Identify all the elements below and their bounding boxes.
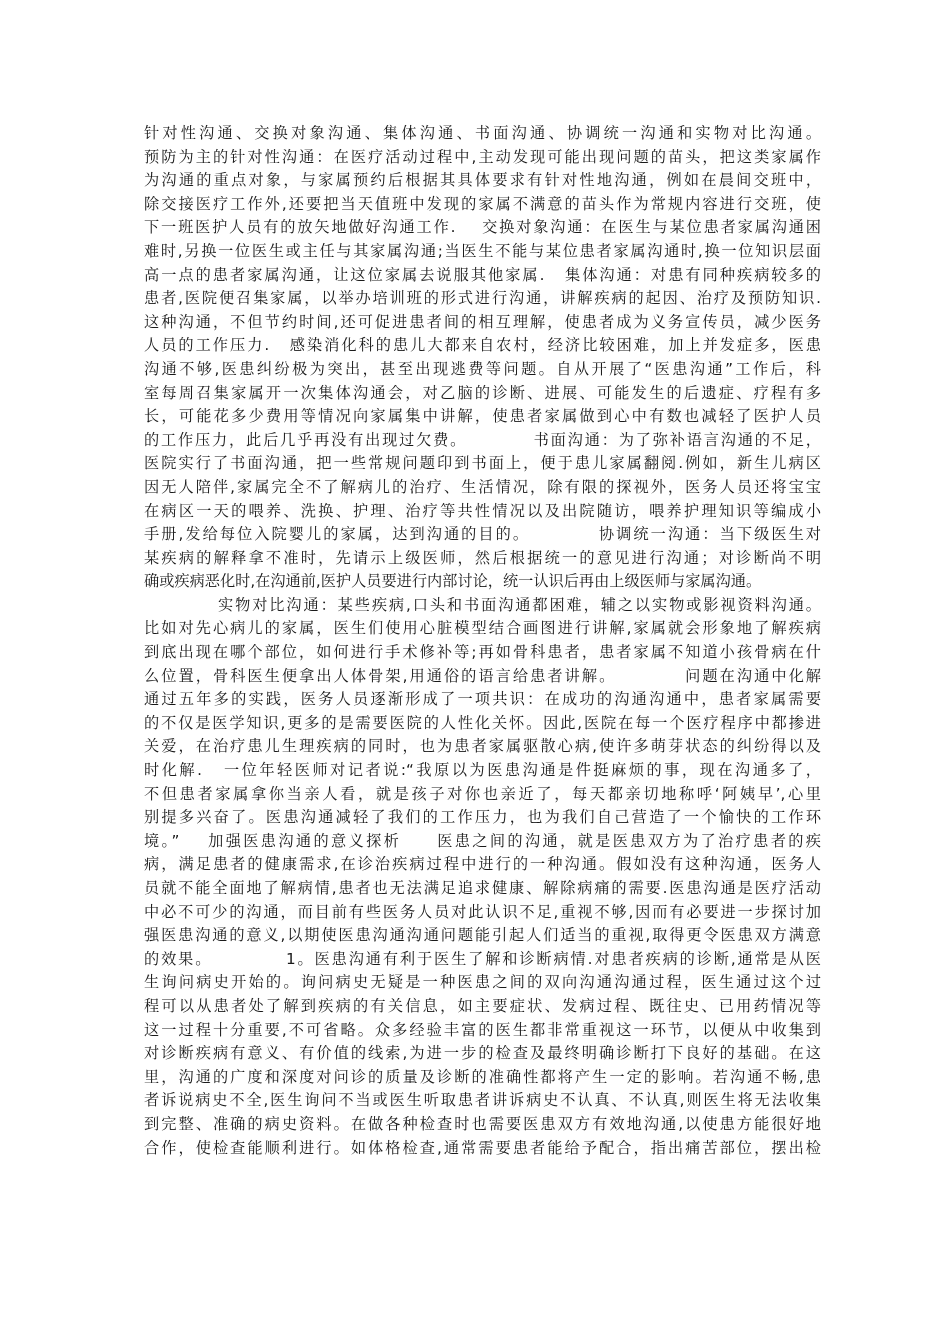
text-line: 为沟通的重点对象，与家属预约后根据其具体要求有针对性地沟通，例如在晨间交班中， bbox=[144, 171, 821, 190]
text-line: 下一班医护人员有的放矢地做好沟通工作. 交换对象沟通：在医生与某位患者家属沟通困 bbox=[144, 218, 821, 237]
text-line: 手册,发给每位入院婴儿的家属，达到沟通的目的。 协调统一沟通：当下级医生对 bbox=[144, 525, 821, 544]
text-line: 者诉说病史不全,医生询问不当或医生听取患者讲诉病史不认真、不认真,则医生将无法收集 bbox=[144, 1091, 821, 1110]
text-line: 除交接医疗工作外,还要把当天值班中发现的家属不满意的苗头作为常规内容进行交班，使 bbox=[144, 194, 821, 213]
text-line: 不但患者家属拿你当亲人看，就是孩子对你也亲近了，每天都亲切地称呼‘阿姨早’,心里 bbox=[144, 784, 821, 803]
text-line: 里，沟通的广度和深度对问诊的质量及诊断的准确性都将产生一定的影响。若沟通不畅,患 bbox=[144, 1067, 821, 1086]
text-line: 到底出现在哪个部位，如何进行手术修补等;再如骨科患者，患者家属不知道小孩骨病在什 bbox=[144, 643, 821, 662]
text-line: 的工作压力，此后几乎再没有出现过欠费。 书面沟通：为了弥补语言沟通的不足， bbox=[144, 430, 821, 449]
text-line: 患者,医院便召集家属，以举办培训班的形式进行沟通，讲解疾病的起因、治疗及预防知识. bbox=[144, 289, 821, 308]
text-line: 生询问病史开始的。询问病史无疑是一种医患之间的双向沟通沟通过程，医生通过这个过 bbox=[144, 973, 821, 992]
text-line: 在病区一天的喂养、洗换、护理、治疗等共性情况以及出院随访，喂养护理知识等编成小 bbox=[144, 501, 821, 520]
text-line: 预防为主的针对性沟通：在医疗活动过程中,主动发现可能出现问题的苗头，把这类家属作 bbox=[144, 147, 821, 166]
text-line: 因无人陪伴,家属完全不了解病儿的治疗、生活情况，除有限的探视外，医务人员还将宝宝 bbox=[144, 477, 821, 496]
text-line: 境。” 加强医患沟通的意义探析 医患之间的沟通，就是医患双方为了治疗患者的疾 bbox=[144, 831, 821, 850]
text-line: 通过五年多的实践，医务人员逐渐形成了一项共识：在成功的沟通沟通中，患者家属需要 bbox=[144, 690, 821, 709]
text-line: 病，满足患者的健康需求,在诊治疾病过程中进行的一种沟通。假如没有这种沟通，医务人 bbox=[144, 855, 821, 874]
text-line: 比如对先心病儿的家属，医生们使用心脏模型结合画图进行讲解,家属就会形象地了解疾病 bbox=[144, 619, 821, 638]
text-line: 人员的工作压力. 感染消化科的患儿大都来自农村，经济比较困难，加上并发症多，医患 bbox=[144, 336, 821, 355]
text-line: 长，可能花多少费用等情况向家属集中讲解，使患者家属做到心中有数也减轻了医护人员 bbox=[144, 407, 821, 426]
text-line: 这种沟通，不但节约时间,还可促进患者间的相互理解，使患者成为义务宣传员，减少医务 bbox=[144, 312, 821, 331]
text-line: 的不仅是医学知识,更多的是需要医院的人性化关怀。因此,医院在每一个医疗程序中都掺进 bbox=[144, 713, 821, 732]
text-line: 对诊断疾病有意义、有价值的线索,为进一步的检查及最终明确诊断打下良好的基础。在这 bbox=[144, 1044, 821, 1063]
text-line: 高一点的患者家属沟通，让这位家属去说服其他家属. 集体沟通：对患有同种疾病较多的 bbox=[144, 265, 821, 284]
text-line: 针对性沟通、交换对象沟通、集体沟通、书面沟通、协调统一沟通和实物对比沟通。 bbox=[144, 124, 821, 142]
text-line: 沟通不够,医患纠纷极为突出，甚至出现逃费等问题。自从开展了“医患沟通”工作后，科 bbox=[144, 359, 821, 378]
text-line: 时化解. 一位年轻医师对记者说:“我原以为医患沟通是件挺麻烦的事，现在沟通多了， bbox=[144, 761, 821, 780]
text-line: 室每周召集家属开一次集体沟通会，对乙脑的诊断、进展、可能发生的后遗症、疗程有多 bbox=[144, 383, 821, 402]
text-line: 某疾病的解释拿不准时，先请示上级医师，然后根据统一的意见进行沟通；对诊断尚不明 bbox=[144, 548, 821, 567]
text-line: 到完整、准确的病史资料。在做各种检查时也需要医患双方有效地沟通,以使患方能很好地 bbox=[144, 1114, 821, 1133]
text-line: 中必不可少的沟通，而目前有些医务人员对此认识不足,重视不够,因而有必要进一步探讨加 bbox=[144, 902, 821, 921]
text-line: 程可以从患者处了解到疾病的有关信息，如主要症状、发病过程、既往史、已用药情况等 bbox=[144, 996, 821, 1015]
document-body bbox=[144, 122, 821, 1160]
text-line: 关爱，在治疗患儿生理疾病的同时，也为患者家属驱散心病,使许多萌芽状态的纠纷得以及 bbox=[144, 737, 821, 756]
text-line: 医院实行了书面沟通，把一些常规问题印到书面上，便于患儿家属翻阅.例如，新生儿病区 bbox=[144, 454, 821, 473]
text-line: 实物对比沟通：某些疾病,口头和书面沟通都困难，辅之以实物或影视资料沟通。 bbox=[144, 595, 821, 614]
text-line: 难时,另换一位医生或主任与其家属沟通;当医生不能与某位患者家属沟通时,换一位知识层面 bbox=[144, 241, 821, 260]
text-line: 员就不能全面地了解病情,患者也无法满足追求健康、解除病痛的需要.医患沟通是医疗活动 bbox=[144, 879, 821, 897]
text-line: 确或疾病恶化时,在沟通前,医护人员要进行内部讨论，统一认识后再由上级医师与家属沟通。 bbox=[144, 572, 762, 591]
text-line: 么位置，骨科医生便拿出人体骨架,用通俗的语言给患者讲解。 问题在沟通中化解 bbox=[144, 666, 821, 685]
text-line: 别提多兴奋了。医患沟通减轻了我们的工作压力，也为我们自己营造了一个愉快的工作环 bbox=[144, 808, 821, 827]
text-line: 的效果。 1。医患沟通有利于医生了解和诊断病情.对患者疾病的诊断,通常是从医 bbox=[144, 949, 821, 968]
text-line: 强医患沟通的意义,以期使医患沟通沟通问题能引起人们适当的重视,取得更令医患双方满意 bbox=[144, 926, 821, 945]
text-line: 合作，使检查能顺利进行。如体格检查,通常需要患者能给予配合，指出痛苦部位，摆出检 bbox=[144, 1138, 821, 1157]
text-line: 这一过程十分重要,不可省略。众多经验丰富的医生都非常重视这一环节，以便从中收集到 bbox=[144, 1020, 821, 1039]
